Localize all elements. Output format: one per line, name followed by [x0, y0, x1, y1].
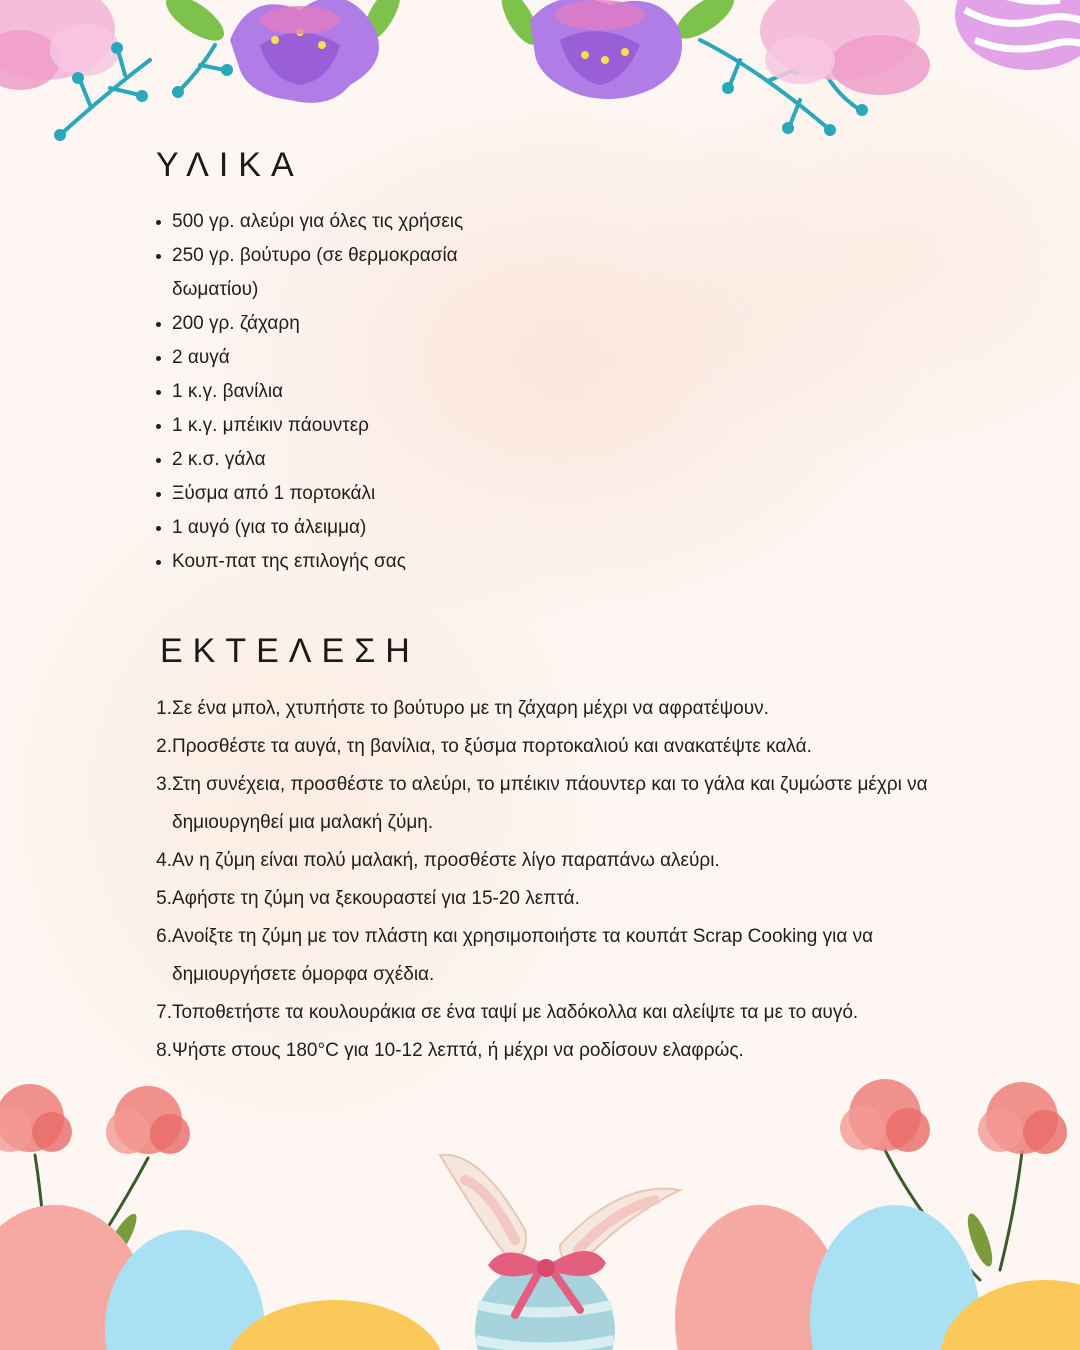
bottom-easter-border [0, 1070, 1080, 1350]
method-step [152, 918, 952, 994]
step-number: 2. [156, 736, 172, 757]
ingredient-item: 250 γρ. βούτυρο (σε θερμοκρασία δωματίου) [172, 239, 532, 307]
step-text: Στη συνέχεια, προσθέστε το αλεύρι, το μπέικιν πάουντερ και το γάλα και ζυμώστε μέχρι να δημιουργηθεί μια μαλακή ζύμη. [172, 774, 928, 833]
step-number: 8. [156, 1040, 172, 1061]
ingredient-item: 1 κ.γ. βανίλια [172, 375, 532, 409]
step-text: Αν η ζύμη είναι πολύ μαλακή, προσθέστε λίγο παραπάνω αλεύρι. [172, 850, 720, 871]
pink-egg [675, 1205, 845, 1350]
pink-egg [0, 1205, 150, 1350]
blue-egg [810, 1205, 980, 1350]
method-step [152, 880, 952, 918]
yellow-egg [940, 1280, 1080, 1350]
ingredient-item: 2 κ.σ. γάλα [172, 443, 532, 477]
ingredients-heading: ΥΛΙΚΑ [156, 146, 304, 184]
pink-flower-left [0, 0, 120, 90]
red-flower [0, 1084, 72, 1152]
method-step [152, 766, 952, 842]
step-text: Αφήστε τη ζύμη να ξεκουραστεί για 15-20 λεπτά. [172, 888, 580, 909]
method-step [152, 690, 952, 728]
method-step [152, 994, 952, 1032]
pink-flower-right [760, 0, 930, 95]
step-text: Ανοίξτε τη ζύμη με τον πλάστη και χρησιμοποιήστε τα κουπάτ Scrap Cooking για να δημιουργήσετε όμορφα σχέδια. [172, 926, 874, 985]
ingredient-item: Κουπ-πατ της επιλογής σας [172, 545, 532, 579]
method-step [152, 1032, 952, 1070]
step-number: 3. [156, 774, 172, 795]
step-text: Σε ένα μπολ, χτυπήστε το βούτυρο με τη ζάχαρη μέχρι να αφρατέψουν. [172, 698, 769, 719]
top-flower-border [0, 0, 1080, 150]
red-flower [106, 1086, 190, 1154]
step-text: Τοποθετήστε τα κουλουράκια σε ένα ταψί με λαδόκολλα και αλείψτε τα με το αυγό. [172, 1002, 859, 1023]
ingredients-list [150, 205, 532, 579]
red-flower [840, 1079, 930, 1152]
step-number: 5. [156, 888, 172, 909]
step-text: Ψήστε στους 180°C για 10-12 λεπτά, ή μέχρι να ροδίσουν ελαφρώς. [172, 1040, 744, 1061]
red-flower [978, 1082, 1067, 1154]
ingredient-item: Ξύσμα από 1 πορτοκάλι [172, 477, 532, 511]
step-number: 1. [156, 698, 172, 719]
ingredient-item: 500 γρ. αλεύρι για όλες τις χρήσεις [172, 205, 532, 239]
step-number: 7. [156, 1002, 172, 1023]
yellow-egg [225, 1300, 445, 1350]
method-step [152, 842, 952, 880]
method-step [152, 728, 952, 766]
ingredient-item: 1 κ.γ. μπέικιν πάουντερ [172, 409, 532, 443]
purple-flower-center [530, 0, 682, 99]
step-number: 4. [156, 850, 172, 871]
ingredient-item: 200 γρ. ζάχαρη [172, 307, 532, 341]
bunny-ears-egg [440, 1155, 680, 1350]
method-steps-list [152, 690, 952, 1070]
blue-egg [105, 1230, 265, 1350]
purple-flower-left [230, 0, 379, 103]
ingredient-item: 2 αυγά [172, 341, 532, 375]
method-heading: ΕΚΤΕΛΕΣΗ [160, 632, 420, 670]
step-text: Προσθέστε τα αυγά, τη βανίλια, το ξύσμα πορτοκαλιού και ανακατέψτε καλά. [172, 736, 812, 757]
ingredient-item: 1 αυγό (για το άλειμμα) [172, 511, 532, 545]
step-number: 6. [156, 926, 172, 947]
striped-egg-top-right [955, 0, 1080, 70]
